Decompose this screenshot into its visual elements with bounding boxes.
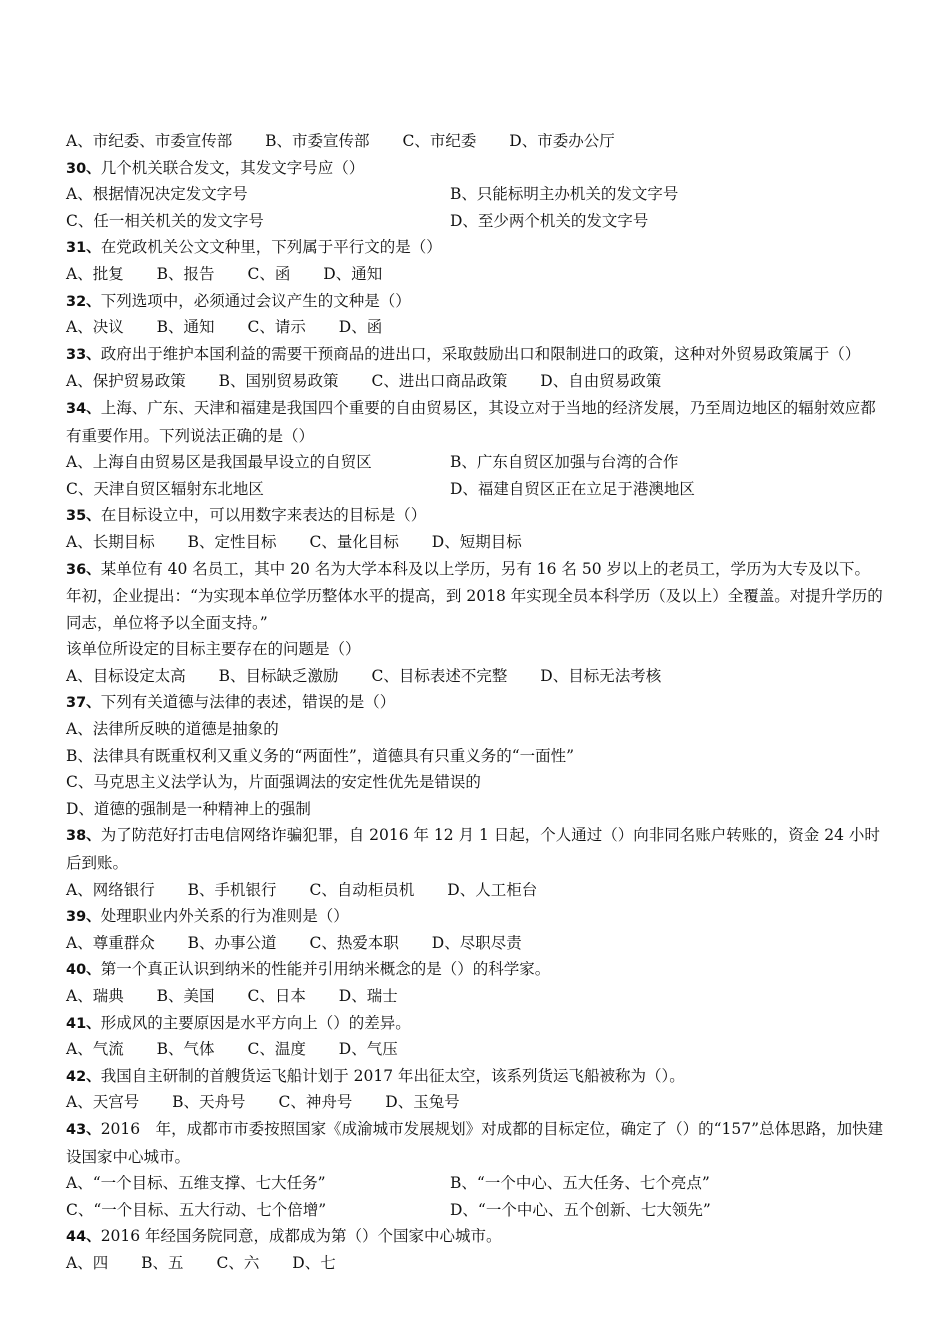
question-37 [66, 689, 884, 716]
option-a: A、批复 [66, 264, 124, 283]
question-42 [66, 1063, 884, 1090]
question-42-options [66, 1089, 884, 1116]
option-d: D、尽职尽责 [431, 933, 522, 952]
question-35 [66, 502, 884, 529]
option-d: D、短期目标 [431, 532, 522, 551]
question-44 [66, 1223, 884, 1250]
option-a: A、目标设定太高 [66, 666, 186, 685]
question-text: 下列有关道德与法律的表述，错误的是（） [100, 693, 396, 712]
option-a: A、法律所反映的道德是抽象的 [66, 720, 279, 739]
question-29-options [66, 128, 884, 155]
question-number: 44、 [66, 1229, 101, 1246]
option-b: B、定性目标 [187, 532, 277, 551]
option-d: D、道德的强制是一种精神上的强制 [66, 799, 311, 818]
question-36 [66, 556, 884, 637]
option-a: A、决议 [66, 318, 124, 337]
question-32-options [66, 314, 884, 341]
option-c: C、热爱本职 [309, 933, 399, 952]
option-a: A、保护贸易政策 [66, 372, 186, 391]
option-c: C、函 [247, 264, 291, 283]
question-33-options [66, 368, 884, 395]
option-b: B、通知 [156, 318, 215, 337]
option-b: B、目标缺乏激励 [218, 666, 339, 685]
question-number: 38、 [66, 828, 101, 845]
question-text: 上海、广东、天津和福建是我国四个重要的自由贸易区，其设立对于当地的经济发展，乃至周边地区的辐射效应都有重要作用。下列说法正确的是（） [66, 398, 876, 445]
question-32 [66, 288, 884, 315]
option-b: B、只能标明主办机关的发文字号 [450, 185, 679, 204]
option-d: D、目标无法考核 [540, 666, 662, 685]
question-36-options [66, 663, 884, 690]
question-number: 30、 [66, 160, 101, 177]
question-39 [66, 903, 884, 930]
question-34 [66, 395, 884, 449]
option-a: A、尊重群众 [66, 933, 155, 952]
option-b: B、办事公道 [187, 933, 277, 952]
option-d: D、玉兔号 [385, 1093, 460, 1112]
question-text: 2016 年，成都市市委按照国家《成渝城市发展规划》对成都的目标定位，确定了（）的“157”总体思路，加快建设国家中心城市。 [66, 1119, 884, 1166]
option-c: C、温度 [247, 1040, 306, 1059]
option-c: C、马克思主义法学认为，片面强调法的安定性优先是错误的 [66, 773, 481, 792]
option-a: A、根据情况决定发文字号 [66, 185, 248, 204]
option-d: D、市委办公厅 [509, 132, 615, 150]
question-35-options [66, 529, 884, 556]
option-b: B、美国 [156, 987, 215, 1005]
option-c: C、进出口商品政策 [371, 372, 508, 391]
option-b: B、手机银行 [187, 880, 277, 899]
option-c: C、任一相关机关的发文字号 [66, 211, 264, 230]
option-d: D、通知 [323, 264, 383, 283]
option-a: A、长期目标 [66, 532, 155, 551]
question-number: 36、 [66, 561, 101, 578]
question-36-prompt: 该单位所设定的目标主要存在的问题是（） [66, 640, 361, 659]
option-d: D、“一个中心、五个创新、七大领先” [450, 1200, 711, 1219]
question-number: 39、 [66, 909, 101, 926]
question-43 [66, 1116, 884, 1170]
question-40 [66, 956, 884, 983]
question-number: 34、 [66, 400, 101, 417]
question-39-options [66, 930, 884, 957]
question-number: 35、 [66, 508, 101, 525]
question-number: 41、 [66, 1015, 101, 1032]
question-text: 第一个真正认识到纳米的性能并引用纳米概念的是（）的科学家。 [100, 960, 551, 979]
question-text: 2016 年经国务院同意，成都成为第（）个国家中心城市。 [100, 1227, 502, 1246]
question-text: 几个机关联合发文，其发文字号应（） [100, 158, 365, 177]
option-c: C、日本 [247, 987, 306, 1005]
question-30 [66, 155, 884, 182]
option-a: A、气流 [66, 1040, 124, 1059]
question-text: 为了防范好打击电信网络诈骗犯罪，自 2016 年 12 月 1 日起，个人通过（）向非同名账户转账的，资金 24 小时后到账。 [66, 826, 880, 873]
option-b: B、市委宣传部 [265, 132, 370, 150]
option-c: C、神舟号 [278, 1093, 353, 1112]
option-d: D、瑞士 [338, 987, 398, 1005]
question-number: 40、 [66, 962, 101, 979]
question-38-options [66, 877, 884, 904]
question-text: 在目标设立中，可以用数字来表达的目标是（） [100, 506, 427, 525]
question-text: 处理职业内外关系的行为准则是（） [100, 907, 349, 926]
option-b: B、五 [141, 1253, 184, 1272]
option-c: C、市纪委 [402, 132, 477, 150]
option-b: B、广东自贸区加强与台湾的合作 [450, 453, 679, 472]
option-d: D、气压 [338, 1040, 398, 1059]
question-number: 37、 [66, 695, 101, 712]
option-c: C、量化目标 [309, 532, 399, 551]
question-text: 在党政机关公文文种里，下列属于平行文的是（） [100, 238, 442, 257]
option-c: C、六 [216, 1253, 260, 1272]
question-33 [66, 341, 884, 369]
question-number: 31、 [66, 240, 101, 257]
option-b: B、气体 [156, 1040, 215, 1059]
option-a: A、瑞典 [66, 987, 124, 1005]
option-b: B、法律具有既重权利又重义务的“两面性”，道德具有只重义务的“一面性” [66, 746, 575, 765]
option-a: A、“一个目标、五维支撑、七大任务” [66, 1174, 326, 1193]
question-34-options-row2 [66, 476, 884, 503]
option-c: C、目标表述不完整 [371, 666, 508, 685]
question-41-options [66, 1036, 884, 1063]
question-41 [66, 1010, 884, 1037]
option-d: D、人工柜台 [447, 880, 538, 899]
question-number: 42、 [66, 1068, 101, 1085]
option-a: A、市纪委、市委宣传部 [66, 132, 233, 150]
question-30-options-row2 [66, 208, 884, 235]
question-text: 政府出于维护本国利益的需要干预商品的进出口，采取鼓励出口和限制进口的政策，这种对外贸易政策属于（） [100, 344, 861, 363]
question-44-options [66, 1250, 884, 1277]
option-c: C、自动柜员机 [309, 880, 415, 899]
question-34-options-row1 [66, 449, 884, 476]
option-c: C、请示 [247, 318, 306, 337]
option-a: A、网络银行 [66, 880, 155, 899]
option-d: D、七 [292, 1253, 336, 1272]
option-c: C、天津自贸区辐射东北地区 [66, 479, 264, 498]
option-b: B、天舟号 [172, 1093, 246, 1112]
option-d: D、至少两个机关的发文字号 [450, 211, 649, 230]
option-c: C、“一个目标、五大行动、七个倍增” [66, 1200, 327, 1219]
option-a: A、天宫号 [66, 1093, 140, 1112]
option-d: D、自由贸易政策 [540, 372, 662, 391]
question-text: 下列选项中，必须通过会议产生的文种是（） [100, 291, 411, 310]
question-43-options-row1 [66, 1170, 884, 1197]
question-31 [66, 234, 884, 261]
question-number: 43、 [66, 1121, 101, 1138]
question-38 [66, 822, 884, 876]
option-b: B、报告 [156, 264, 215, 283]
question-text: 我国自主研制的首艘货运飞船计划于 2017 年出征太空，该系列货运飞船被称为（）。 [100, 1066, 685, 1085]
question-text: 某单位有 40 名员工，其中 20 名为大学本科及以上学历，另有 16 名 50 岁以上的老员工，学历为大专及以下。年初，企业提出：“为实现本单位学历整体水平的提高，到 2018 年实现全员本科学历（及以上）全覆盖。对提升学历的同志，单位将予以全面支持。” [66, 559, 883, 632]
question-30-options-row1 [66, 181, 884, 208]
option-b: B、国别贸易政策 [218, 372, 339, 391]
option-b: B、“一个中心、五大任务、七个亮点” [450, 1174, 710, 1193]
option-a: A、上海自由贸易区是我国最早设立的自贸区 [66, 453, 372, 472]
question-31-options [66, 261, 884, 288]
question-number: 33、 [66, 346, 101, 363]
question-43-options-row2 [66, 1197, 884, 1224]
question-40-options [66, 983, 884, 1010]
question-number: 32、 [66, 293, 101, 310]
exam-page [66, 128, 884, 1277]
option-d: D、函 [338, 318, 383, 337]
option-a: A、四 [66, 1253, 109, 1272]
question-text: 形成风的主要原因是水平方向上（）的差异。 [100, 1013, 411, 1032]
option-d: D、福建自贸区正在立足于港澳地区 [450, 479, 695, 498]
